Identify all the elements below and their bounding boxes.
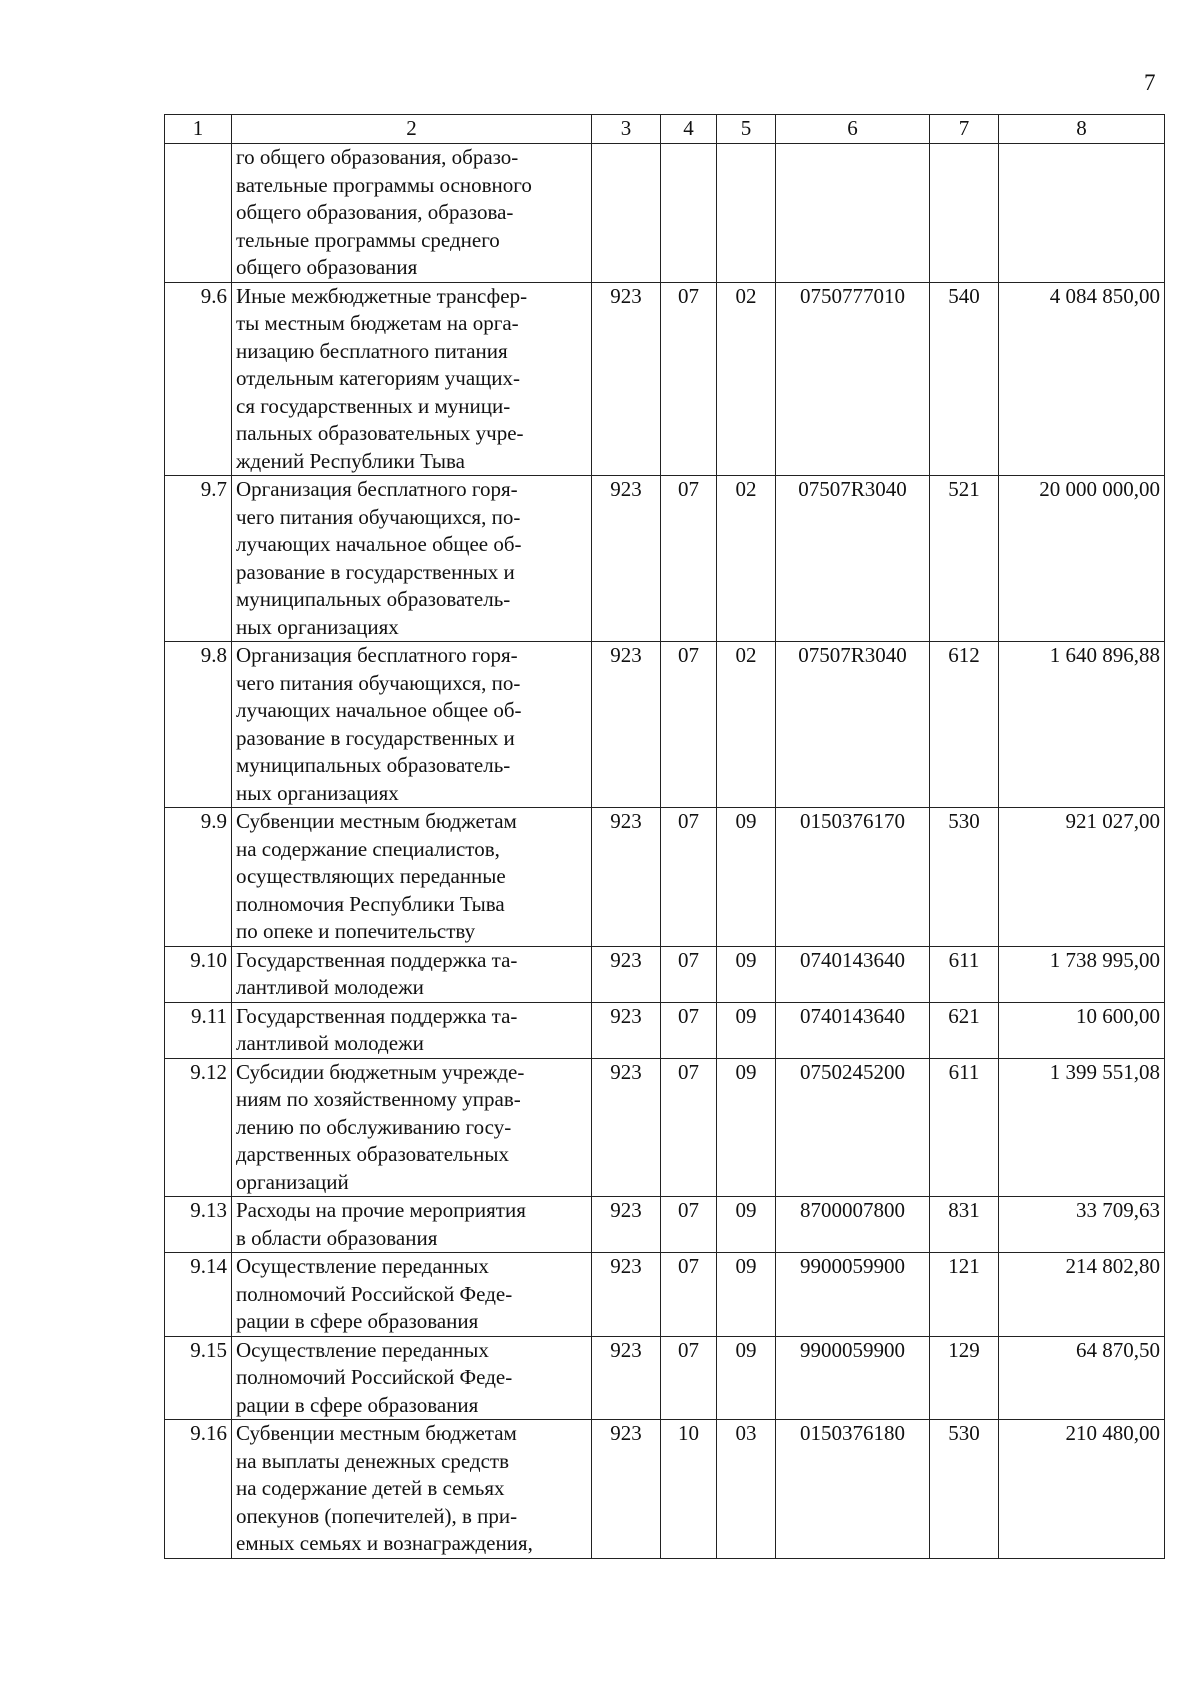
expense-type-code: 530	[930, 1420, 999, 1559]
subsection-code: 02	[717, 282, 776, 476]
row-number: 9.16	[165, 1420, 232, 1559]
subsection-code: 02	[717, 476, 776, 642]
table-row	[165, 1197, 1165, 1253]
subsection-code: 09	[717, 1253, 776, 1337]
section-code: 07	[661, 808, 717, 947]
section-code: 07	[661, 1058, 717, 1197]
section-code: 07	[661, 1336, 717, 1420]
row-number: 9.11	[165, 1002, 232, 1058]
amount: 20 000 000,00	[999, 476, 1165, 642]
section-code	[661, 144, 717, 283]
amount: 64 870,50	[999, 1336, 1165, 1420]
expense-name: Субвенции местным бюджетам на выплаты денежных средств на содержание детей в семьях опекунов (попечителей), в при- емных семьях и вознаграждения,	[232, 1420, 592, 1559]
budget-table	[164, 114, 1165, 1559]
target-item-code: 9900059900	[776, 1336, 930, 1420]
section-code: 07	[661, 642, 717, 808]
row-number: 9.8	[165, 642, 232, 808]
header-col-4: 4	[661, 115, 717, 144]
amount: 210 480,00	[999, 1420, 1165, 1559]
expense-type-code: 612	[930, 642, 999, 808]
row-number: 9.14	[165, 1253, 232, 1337]
target-item-code: 0740143640	[776, 946, 930, 1002]
header-col-2: 2	[232, 115, 592, 144]
header-row	[165, 115, 1165, 144]
header-col-6: 6	[776, 115, 930, 144]
expense-name: Субсидии бюджетным учрежде- ниям по хозяйственному управ- лению по обслуживанию госу- дарственных образовательных организаций	[232, 1058, 592, 1197]
section-code: 07	[661, 1002, 717, 1058]
ministry-code: 923	[592, 1197, 661, 1253]
target-item-code: 07507R3040	[776, 642, 930, 808]
ministry-code: 923	[592, 1253, 661, 1337]
expense-name: го общего образования, образо- вательные программы основного общего образования, образова- тельные программы среднего общего образования	[232, 144, 592, 283]
ministry-code: 923	[592, 1420, 661, 1559]
expense-type-code: 540	[930, 282, 999, 476]
amount: 4 084 850,00	[999, 282, 1165, 476]
amount: 921 027,00	[999, 808, 1165, 947]
subsection-code	[717, 144, 776, 283]
row-number: 9.6	[165, 282, 232, 476]
row-number: 9.13	[165, 1197, 232, 1253]
row-number: 9.15	[165, 1336, 232, 1420]
subsection-code: 03	[717, 1420, 776, 1559]
row-number	[165, 144, 232, 283]
header-col-5: 5	[717, 115, 776, 144]
expense-type-code	[930, 144, 999, 283]
table-row	[165, 642, 1165, 808]
subsection-code: 09	[717, 1058, 776, 1197]
expense-type-code: 530	[930, 808, 999, 947]
expense-name: Расходы на прочие мероприятия в области образования	[232, 1197, 592, 1253]
section-code: 10	[661, 1420, 717, 1559]
row-number: 9.9	[165, 808, 232, 947]
table-body	[165, 144, 1165, 1559]
target-item-code: 9900059900	[776, 1253, 930, 1337]
ministry-code: 923	[592, 1002, 661, 1058]
subsection-code: 02	[717, 642, 776, 808]
target-item-code: 0740143640	[776, 1002, 930, 1058]
subsection-code: 09	[717, 1002, 776, 1058]
table-row	[165, 1336, 1165, 1420]
expense-type-code: 129	[930, 1336, 999, 1420]
amount: 33 709,63	[999, 1197, 1165, 1253]
header-col-1: 1	[165, 115, 232, 144]
expense-name: Субвенции местным бюджетам на содержание специалистов, осуществляющих переданные полномочия Республики Тыва по опеке и попечительству	[232, 808, 592, 947]
table-row	[165, 144, 1165, 283]
page-number: 7	[1144, 70, 1156, 95]
ministry-code: 923	[592, 642, 661, 808]
section-code: 07	[661, 1253, 717, 1337]
section-code: 07	[661, 476, 717, 642]
amount: 1 640 896,88	[999, 642, 1165, 808]
target-item-code: 0150376180	[776, 1420, 930, 1559]
expense-name: Осуществление переданных полномочий Российской Феде- рации в сфере образования	[232, 1253, 592, 1337]
ministry-code	[592, 144, 661, 283]
expense-type-code: 521	[930, 476, 999, 642]
row-number: 9.12	[165, 1058, 232, 1197]
amount: 1 738 995,00	[999, 946, 1165, 1002]
ministry-code: 923	[592, 808, 661, 947]
target-item-code	[776, 144, 930, 283]
table-row	[165, 946, 1165, 1002]
amount: 10 600,00	[999, 1002, 1165, 1058]
table-row	[165, 1002, 1165, 1058]
table-row	[165, 808, 1165, 947]
table-row	[165, 476, 1165, 642]
expense-type-code: 611	[930, 946, 999, 1002]
expense-type-code: 121	[930, 1253, 999, 1337]
amount: 1 399 551,08	[999, 1058, 1165, 1197]
subsection-code: 09	[717, 1336, 776, 1420]
table-row	[165, 1253, 1165, 1337]
ministry-code: 923	[592, 282, 661, 476]
header-col-8: 8	[999, 115, 1165, 144]
table-header	[165, 115, 1165, 144]
expense-name: Государственная поддержка та- лантливой молодежи	[232, 1002, 592, 1058]
target-item-code: 07507R3040	[776, 476, 930, 642]
expense-type-code: 611	[930, 1058, 999, 1197]
ministry-code: 923	[592, 1058, 661, 1197]
expense-name: Осуществление переданных полномочий Российской Феде- рации в сфере образования	[232, 1336, 592, 1420]
subsection-code: 09	[717, 1197, 776, 1253]
table-row	[165, 1058, 1165, 1197]
expense-type-code: 831	[930, 1197, 999, 1253]
expense-name: Организация бесплатного горя- чего питания обучающихся, по- лучающих начальное общее об- разование в государственных и муниципальных образователь- ных организациях	[232, 476, 592, 642]
section-code: 07	[661, 1197, 717, 1253]
target-item-code: 0150376170	[776, 808, 930, 947]
header-col-3: 3	[592, 115, 661, 144]
subsection-code: 09	[717, 946, 776, 1002]
subsection-code: 09	[717, 808, 776, 947]
expense-type-code: 621	[930, 1002, 999, 1058]
expense-name: Государственная поддержка та- лантливой молодежи	[232, 946, 592, 1002]
target-item-code: 0750245200	[776, 1058, 930, 1197]
expense-name: Иные межбюджетные трансфер- ты местным бюджетам на орга- низацию бесплатного питания отдельным категориям учащих- ся государственных и муници- пальных образовательных учре- ждений Республики Тыва	[232, 282, 592, 476]
section-code: 07	[661, 946, 717, 1002]
expense-name: Организация бесплатного горя- чего питания обучающихся, по- лучающих начальное общее об- разование в государственных и муниципальных образователь- ных организациях	[232, 642, 592, 808]
row-number: 9.7	[165, 476, 232, 642]
amount: 214 802,80	[999, 1253, 1165, 1337]
ministry-code: 923	[592, 1336, 661, 1420]
row-number: 9.10	[165, 946, 232, 1002]
ministry-code: 923	[592, 476, 661, 642]
ministry-code: 923	[592, 946, 661, 1002]
target-item-code: 0750777010	[776, 282, 930, 476]
table-row	[165, 1420, 1165, 1559]
section-code: 07	[661, 282, 717, 476]
header-col-7: 7	[930, 115, 999, 144]
table-row	[165, 282, 1165, 476]
target-item-code: 8700007800	[776, 1197, 930, 1253]
amount	[999, 144, 1165, 283]
